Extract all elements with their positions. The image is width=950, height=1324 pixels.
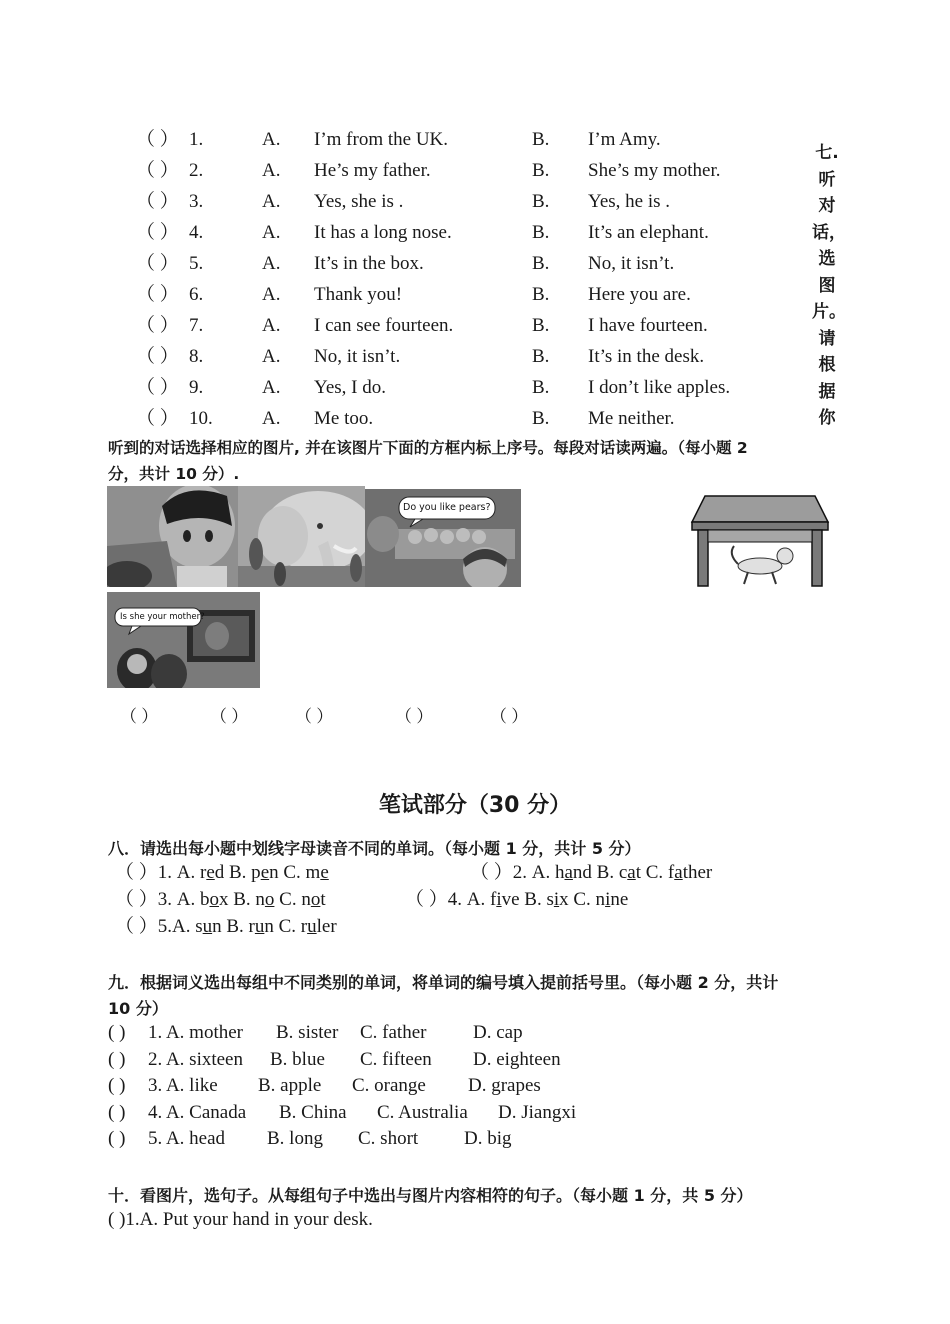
- answer-paren[interactable]: （ ）: [136, 346, 179, 367]
- option-a-text: Yes, she is .: [314, 191, 404, 212]
- item-number: 4.: [189, 222, 204, 243]
- vertical-heading-char: 对: [818, 196, 836, 216]
- option-a: 4. A. Canada: [148, 1101, 247, 1123]
- item-number: 7.: [189, 315, 204, 336]
- vertical-heading-char: 据: [818, 381, 836, 402]
- option-a-text: I’m from the UK.: [314, 129, 449, 150]
- answer-paren[interactable]: ( ): [108, 1075, 126, 1097]
- option-a-label: A.: [262, 408, 281, 429]
- option-a-label: A.: [262, 346, 281, 367]
- answer-paren[interactable]: ( ): [108, 1101, 126, 1123]
- option-c: C. Australia: [377, 1101, 468, 1123]
- mother-picture: [107, 592, 260, 688]
- option-b: B. apple: [258, 1075, 322, 1097]
- option-b: B. China: [279, 1101, 347, 1123]
- option-a-label: A.: [262, 377, 281, 398]
- vertical-heading-char: 请: [818, 328, 836, 349]
- vertical-heading-char: 你: [818, 408, 836, 428]
- option-b-label: B.: [532, 222, 550, 243]
- option-b-text: It’s in the desk.: [588, 346, 705, 367]
- option-a-label: A.: [262, 160, 281, 181]
- answer-paren[interactable]: ( ): [108, 1048, 126, 1070]
- option-b-label: B.: [532, 377, 550, 398]
- option-b: B. blue: [270, 1048, 325, 1070]
- option-b-label: B.: [532, 160, 550, 181]
- vertical-heading-char: 根: [818, 355, 836, 375]
- option-b-label: B.: [532, 191, 550, 212]
- vertical-heading-char: 七.: [815, 143, 839, 163]
- section10-heading: 十．看图片，选句子。从每组句子中选出与图片内容相符的句子。（每小题 1 分，共 5 分）: [108, 1186, 753, 1205]
- section9-heading-line2: 10 分）: [108, 999, 168, 1018]
- option-c: C. short: [358, 1128, 419, 1150]
- answer-box-1[interactable]: （ ）: [120, 707, 159, 726]
- item-number: 5.: [189, 253, 204, 274]
- vertical-heading-char: 话，: [812, 222, 846, 243]
- pears-speech-bubble: Do you like pears?: [403, 502, 491, 513]
- pears-picture: [365, 489, 521, 587]
- answer-paren[interactable]: （ ）: [136, 160, 179, 181]
- answer-paren[interactable]: （ ）: [136, 253, 179, 274]
- answer-paren[interactable]: （ ）: [136, 191, 179, 212]
- vertical-heading-char: 图: [818, 275, 836, 296]
- desk-cat-picture: [690, 494, 830, 588]
- option-b-label: B.: [532, 253, 550, 274]
- answer-box-2[interactable]: （ ）: [210, 707, 249, 726]
- option-b-label: B.: [532, 284, 550, 305]
- vertical-heading-char: 听: [818, 169, 836, 190]
- answer-paren[interactable]: （ ）: [136, 284, 179, 305]
- elephant-picture: [238, 486, 365, 587]
- option-b-label: B.: [532, 346, 550, 367]
- option-d: D. cap: [473, 1022, 523, 1043]
- option-a: 1. A. mother: [148, 1022, 243, 1043]
- option-a-text: It has a long nose.: [314, 222, 452, 243]
- section9-heading-line1: 九．根据词义选出每组中不同类别的单词，将单词的编号填入提前括号里。（每小题 2 分，共计: [108, 973, 779, 992]
- item-number: 3.: [189, 191, 204, 212]
- item-number: 6.: [189, 284, 204, 305]
- option-d: D. big: [464, 1128, 512, 1150]
- option-a-text: It’s in the box.: [314, 253, 424, 274]
- answer-box-3[interactable]: （ ）: [295, 707, 334, 726]
- option-a: 2. A. sixteen: [148, 1048, 243, 1070]
- option-b-label: B.: [532, 129, 550, 150]
- option-a-text: Thank you!: [314, 284, 403, 305]
- option-d: D. grapes: [468, 1075, 541, 1097]
- item-number: 1.: [189, 129, 204, 150]
- answer-paren[interactable]: （ ）: [136, 315, 179, 336]
- option-a: 3. A. like: [148, 1075, 218, 1097]
- option-b-text: Yes, he is .: [588, 191, 671, 212]
- option-b-text: I don’t like apples.: [588, 377, 731, 398]
- boy-picture: [107, 486, 238, 587]
- answer-paren[interactable]: （ ）: [136, 408, 179, 429]
- option-c: C. fifteen: [360, 1048, 432, 1070]
- item-number: 2.: [189, 160, 204, 181]
- section7-vertical-heading: [812, 140, 846, 432]
- item-number: 8.: [189, 346, 204, 367]
- item-number: 10.: [189, 408, 213, 429]
- answer-paren[interactable]: ( ): [108, 1128, 126, 1150]
- option-b-text: She’s my mother.: [588, 160, 721, 181]
- option-a-text: Yes, I do.: [314, 377, 386, 398]
- option-a-label: A.: [262, 129, 281, 150]
- option-a-label: A.: [262, 315, 281, 336]
- answer-paren[interactable]: （ ）: [136, 222, 179, 243]
- section7-instruction-line2: 分，共计 10 分）.: [108, 465, 240, 483]
- answer-paren[interactable]: ( ): [108, 1022, 126, 1043]
- option-b: B. long: [267, 1128, 323, 1150]
- answer-box-4[interactable]: （ ）: [395, 707, 434, 726]
- option-b-text: I have fourteen.: [588, 315, 708, 336]
- option-a-label: A.: [262, 191, 281, 212]
- option-c: C. orange: [352, 1075, 426, 1097]
- option-b: B. sister: [276, 1022, 339, 1043]
- vertical-heading-char: 片。: [812, 302, 846, 322]
- option-a-label: A.: [262, 222, 281, 243]
- written-part-title: 笔试部分（30 分）: [378, 793, 572, 818]
- option-a: 5. A. head: [148, 1128, 226, 1150]
- option-a-label: A.: [262, 284, 281, 305]
- answer-paren[interactable]: （ ）: [136, 377, 179, 398]
- answer-paren[interactable]: （ ）: [136, 129, 179, 150]
- vertical-heading-char: 选: [818, 249, 836, 269]
- option-a-text: Me too.: [314, 408, 374, 429]
- option-d: D. Jiangxi: [498, 1101, 577, 1123]
- answer-box-5[interactable]: （ ）: [490, 707, 529, 726]
- mother-speech-bubble: Is she your mother?: [120, 612, 205, 622]
- option-d: D. eighteen: [473, 1048, 561, 1070]
- option-b-text: No, it isn’t.: [588, 253, 675, 274]
- section7-instruction-line1: 听到的对话选择相应的图片, 并在该图片下面的方框内标上序号。每段对话读两遍。（每小题 2: [108, 439, 748, 457]
- option-b-text: Me neither.: [588, 408, 675, 429]
- option-c: C. father: [360, 1022, 427, 1043]
- option-a-label: A.: [262, 253, 281, 274]
- option-b-label: B.: [532, 408, 550, 429]
- option-b-label: B.: [532, 315, 550, 336]
- item-number: 9.: [189, 377, 204, 398]
- option-a-text: I can see fourteen.: [314, 315, 454, 336]
- option-b-text: It’s an elephant.: [588, 222, 709, 243]
- option-b-text: Here you are.: [588, 284, 691, 305]
- option-a-text: He’s my father.: [314, 160, 431, 181]
- option-b-text: I’m Amy.: [588, 129, 661, 150]
- picture-answer-boxes[interactable]: [0, 702, 950, 724]
- section8-heading: 八．请选出每小题中划线字母读音不同的单词。（每小题 1 分，共计 5 分）: [108, 839, 641, 858]
- option-a-text: No, it isn’t.: [314, 346, 401, 367]
